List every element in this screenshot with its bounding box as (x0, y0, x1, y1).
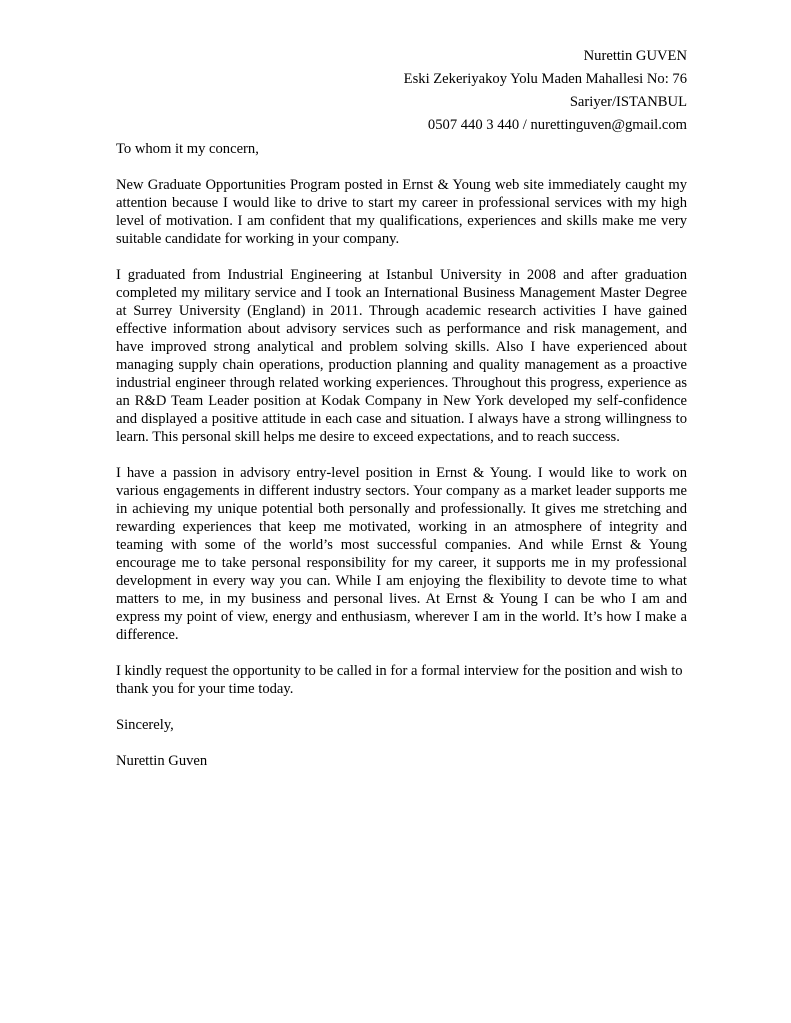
body-paragraph-3: I have a passion in advisory entry-level position in Ernst & Young. I would like to work on various engagements in different industry sectors. Your company as a market leader supports me in achieving my unique potential both personally and professionally. It gives me stretching and rewarding experiences that keep me motivated, working in an atmosphere of integrity and teaming with some of the world’s most successful companies. And while Ernst & Young encourage me to take personal responsibility for my career, it supports me in my professional development in every way you can. While I am enjoying the flexibility to devote time to what matters to me, in my business and personal lives. At Ernst & Young I can be who I am and express my point of view, energy and enthusiasm, wherever I am in the world. It’s how I make a difference. (116, 465, 687, 643)
letter-page (116, 45, 687, 770)
body-paragraph-1: New Graduate Opportunities Program posted in Ernst & Young web site immediately caught my attention because I would like to drive to start my career in professional services with my high level of motivation. I am confident that my qualifications, experiences and skills make me very suitable candidate for working in your company. (116, 177, 687, 247)
salutation: To whom it my concern, (116, 141, 259, 157)
closing: Sincerely, (116, 717, 174, 733)
sender-address-block (116, 45, 687, 137)
sender-name: Nurettin GUVEN (583, 48, 687, 64)
sender-city: Sariyer/ISTANBUL (569, 94, 687, 110)
signature-name: Nurettin Guven (116, 753, 208, 769)
body-paragraph-2: I graduated from Industrial Engineering at Istanbul University in 2008 and after graduation completed my military service and I took an International Business Management Master Degree at Surrey University (England) in 2011. Through academic research activities I have gained effective information about advisory services such as performance and risk management, and have improved strong analytical and problem solving skills. Also I have experienced about managing supply chain operations, production planning and quality management as a proactive industrial engineer through related working experiences. Throughout this progress, experience as an R&D Team Leader position at Kodak Company in New York developed my self-confidence and displayed a positive attitude in each case and situation. I always have a strong willingness to learn. This personal skill helps me desire to exceed expectations, and to reach success. (116, 267, 687, 445)
body-paragraph-4: I kindly request the opportunity to be called in for a formal interview for the position and wish to thank you for your time today. (116, 663, 683, 697)
sender-contact: 0507 440 3 440 / nurettinguven@gmail.com (427, 117, 687, 133)
sender-street: Eski Zekeriyakoy Yolu Maden Mahallesi No: 76 (403, 71, 687, 87)
